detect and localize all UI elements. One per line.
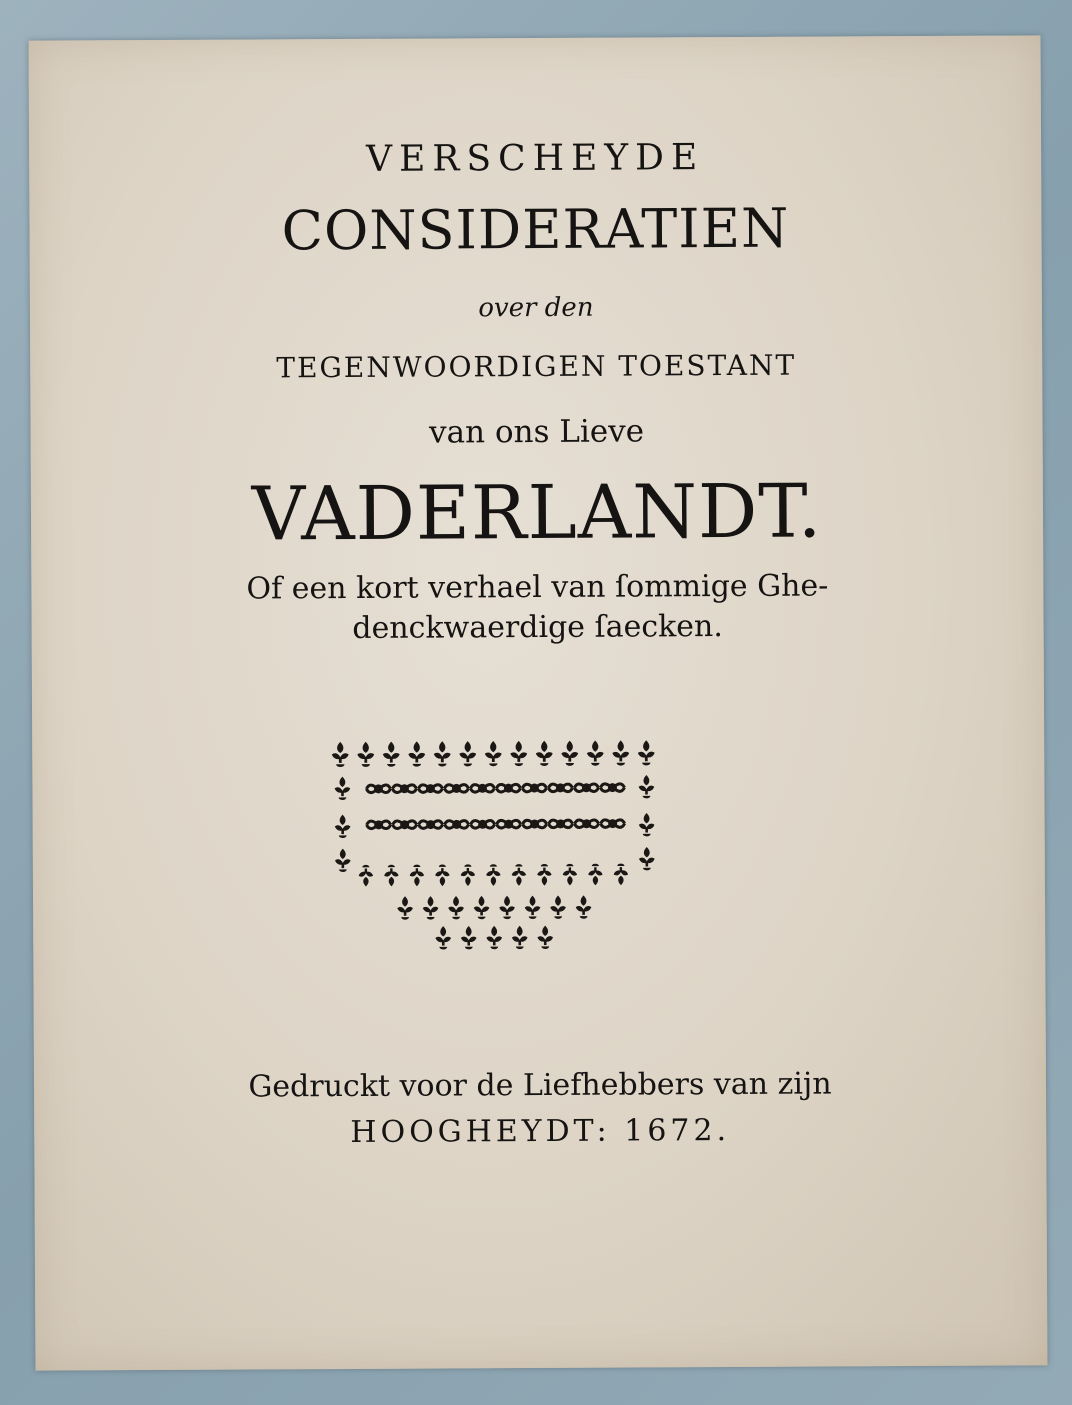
title-text-block	[29, 35, 1048, 1370]
title-line-van-ons-lieve: van ons Lieve	[429, 413, 645, 451]
title-line-vaderlandt: VADERLANDT.	[251, 468, 823, 558]
imprint-line-2: HOOGHEYDT: 1672.	[350, 1113, 731, 1150]
title-line-toestant: TEGENWOORDIGEN TOESTANT	[276, 348, 797, 385]
subtitle-line-2: denckwaerdige ſaecken.	[352, 609, 723, 646]
subtitle-line-1: Of een kort verhael van ſommige Ghe-	[246, 568, 829, 607]
printers-ornament-icon	[328, 737, 661, 954]
title-line-verscheyde: VERSCHEYDE	[365, 137, 705, 180]
title-page	[29, 35, 1048, 1370]
title-line-over-den: over den	[478, 292, 594, 324]
imprint-line-1: Gedruckt voor de Liefhebbers van zijn	[248, 1066, 832, 1105]
title-line-consideratien: CONSIDERATIEN	[281, 196, 790, 263]
